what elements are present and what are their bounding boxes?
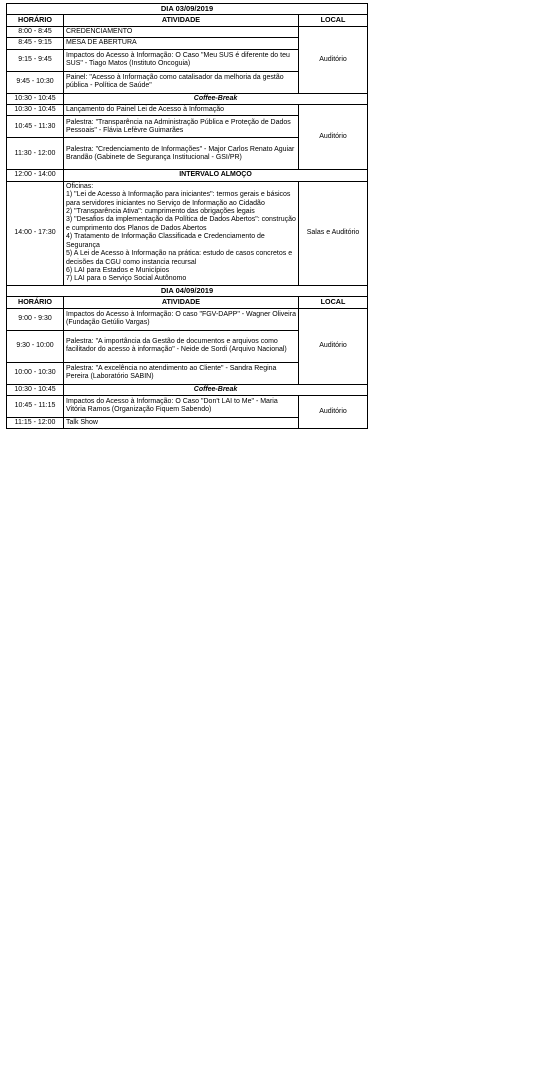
header-local: LOCAL bbox=[299, 15, 368, 26]
coffee-break-row bbox=[7, 384, 368, 395]
row-time: 14:00 - 17:30 bbox=[7, 181, 64, 285]
row-local: Auditório bbox=[299, 105, 368, 170]
table-row bbox=[7, 395, 368, 417]
workshop-line: 1) "Lei de Acesso à Informação para iniciantes": termos gerais e básicos para servidores iniciantes no Serviço de Informação ao Cidadão bbox=[66, 191, 291, 207]
row-activity: Impactos do Acesso à Informação: O Caso "Don't LAI to Me" - Maria Vitória Ramos (Organização Fiquem Sabendo) bbox=[64, 395, 299, 417]
row-local: Salas e Auditório bbox=[299, 181, 368, 285]
row-time: 10:00 - 10:30 bbox=[7, 362, 64, 384]
workshop-line: 5) A Lei de Acesso à Informação na prática: estudo de casos concretos e decisões da CGU como instancia recursal bbox=[66, 250, 293, 266]
row-time: 9:15 - 9:45 bbox=[7, 49, 64, 71]
coffee-break-label: Coffee-Break bbox=[64, 384, 368, 395]
row-time: 9:00 - 9:30 bbox=[7, 308, 64, 330]
row-activity: Palestra: "Transparência na Administração Pública e Proteção de Dados Pessoais" - Flávia Lefèvre Guimarães bbox=[64, 116, 299, 138]
workshops-list bbox=[64, 181, 299, 285]
coffee-break-label: Coffee-Break bbox=[64, 93, 368, 104]
row-time: 11:30 - 12:00 bbox=[7, 138, 64, 170]
row-time: 11:15 - 12:00 bbox=[7, 417, 64, 428]
row-activity: MESA DE ABERTURA bbox=[64, 38, 299, 49]
workshop-line: 3) "Desafios da implementação da Política de Dados Abertos": construção e cumprimento dos Planos de Dados Abertos bbox=[66, 216, 296, 232]
header-time: HORÁRIO bbox=[7, 15, 64, 26]
row-activity: Painel: "Acesso à Informação como catalisador da melhoria da gestão pública - Política de Saúde" bbox=[64, 71, 299, 93]
row-activity: Palestra: "A excelência no atendimento ao Cliente" - Sandra Regina Pereira (Laboratório SABIN) bbox=[64, 362, 299, 384]
row-time: 10:30 - 10:45 bbox=[7, 384, 64, 395]
table-row bbox=[7, 105, 368, 116]
row-activity: Impactos do Acesso à Informação: O Caso "Meu SUS é diferente do teu SUS" - Tiago Matos (Instituto Oncoguia) bbox=[64, 49, 299, 71]
row-local: Auditório bbox=[299, 308, 368, 384]
row-time: 10:30 - 10:45 bbox=[7, 93, 64, 104]
row-activity: Talk Show bbox=[64, 417, 299, 428]
workshop-line: Oficinas: bbox=[66, 182, 94, 190]
row-time: 10:30 - 10:45 bbox=[7, 105, 64, 116]
workshop-line: 2) "Transparência Ativa": cumprimento das obrigações legais bbox=[66, 208, 255, 216]
row-activity: Impactos do Acesso à Informação: O caso "FGV-DAPP" - Wagner Oliveira (Fundação Getúlio Vargas) bbox=[64, 308, 299, 330]
day1-title: DIA 03/09/2019 bbox=[7, 4, 368, 15]
day2-column-headers bbox=[7, 297, 368, 308]
workshop-line: 4) Tratamento de Informação Classificada e Credenciamento de Segurança bbox=[66, 233, 265, 249]
lunch-row bbox=[7, 170, 368, 181]
row-time: 8:00 - 8:45 bbox=[7, 26, 64, 37]
header-local: LOCAL bbox=[299, 297, 368, 308]
header-activity: ATIVIDADE bbox=[64, 15, 299, 26]
header-activity: ATIVIDADE bbox=[64, 297, 299, 308]
row-activity: CREDENCIAMENTO bbox=[64, 26, 299, 37]
table-row bbox=[7, 308, 368, 330]
row-time: 8:45 - 9:15 bbox=[7, 38, 64, 49]
row-activity: Lançamento do Painel Lei de Acesso à Informação bbox=[64, 105, 299, 116]
row-activity: Palestra: "A importância da Gestão de documentos e arquivos como facilitador do acesso à informação" - Neide de Sordi (Arquivo Nacional) bbox=[64, 330, 299, 362]
row-activity: Palestra: "Credenciamento de Informações" - Major Carlos Renato Aguiar Brandão (Gabinete de Segurança Institucional - GSI/PR) bbox=[64, 138, 299, 170]
day1-header-row bbox=[7, 4, 368, 15]
day2-header-row bbox=[7, 285, 368, 296]
schedule-sheet bbox=[6, 3, 367, 429]
day1-column-headers bbox=[7, 15, 368, 26]
table-row bbox=[7, 26, 368, 37]
schedule-table bbox=[6, 3, 368, 429]
lunch-label: INTERVALO ALMOÇO bbox=[64, 170, 368, 181]
row-time: 9:30 - 10:00 bbox=[7, 330, 64, 362]
row-time: 9:45 - 10:30 bbox=[7, 71, 64, 93]
day2-title: DIA 04/09/2019 bbox=[7, 285, 368, 296]
workshops-row bbox=[7, 181, 368, 285]
header-time: HORÁRIO bbox=[7, 297, 64, 308]
workshop-line: 7) LAI para o Serviço Social Autônomo bbox=[66, 275, 187, 283]
row-local: Auditório bbox=[299, 395, 368, 428]
row-local: Auditório bbox=[299, 26, 368, 93]
coffee-break-row bbox=[7, 93, 368, 104]
row-time: 12:00 - 14:00 bbox=[7, 170, 64, 181]
row-time: 10:45 - 11:15 bbox=[7, 395, 64, 417]
workshop-line: 6) LAI para Estados e Municípios bbox=[66, 266, 170, 274]
row-time: 10:45 - 11:30 bbox=[7, 116, 64, 138]
